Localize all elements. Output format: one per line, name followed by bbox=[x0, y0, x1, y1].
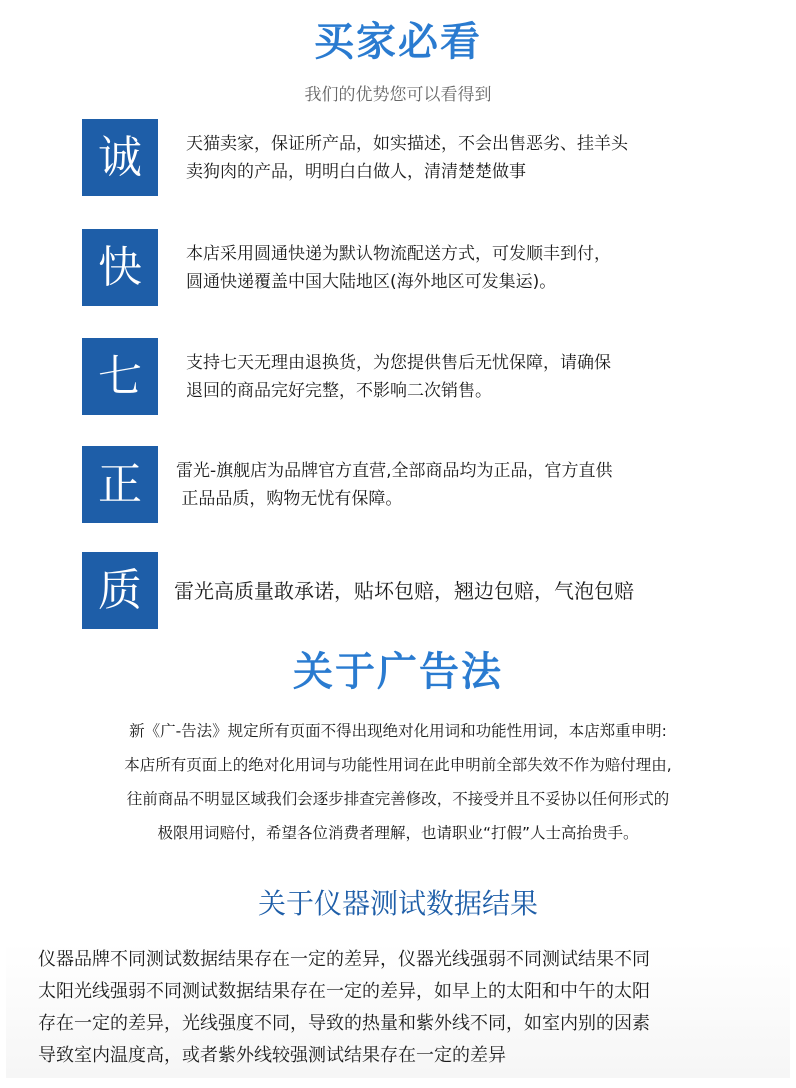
ad-law-title: 关于广告法 bbox=[293, 649, 503, 695]
feature-quality bbox=[82, 552, 762, 629]
feature-line: 卖狗肉的产品，明明白白做人，清清楚楚做事 bbox=[186, 161, 526, 182]
feature-badge: 七 bbox=[82, 338, 158, 415]
feature-line: 天猫卖家，保证所产品，如实描述，不会出售恶劣、挂羊头 bbox=[186, 133, 628, 154]
feature-line: 圆通快递覆盖中国大陆地区(海外地区可发集运)。 bbox=[186, 271, 557, 292]
page-subtitle: 我们的优势您可以看得到 bbox=[304, 85, 492, 105]
test-results-title: 关于仪器测试数据结果 bbox=[257, 887, 538, 920]
feature-description bbox=[186, 119, 776, 196]
feature-line: 退回的商品完好完整，不影响二次销售。 bbox=[186, 380, 492, 401]
feature-description bbox=[176, 446, 766, 523]
feature-line: 本店采用圆通快递为默认物流配送方式，可发顺丰到付， bbox=[186, 243, 611, 264]
feature-badge: 质 bbox=[82, 552, 158, 629]
feature-badge: 诚 bbox=[82, 119, 158, 196]
feature-line: 雷光高质量敢承诺，贴坏包赔，翘边包赔，气泡包赔 bbox=[174, 578, 634, 603]
feature-description bbox=[186, 229, 776, 306]
test-results-line: 存在一定的差异，光线强度不同，导致的热量和紫外线不同，如室内别的因素 bbox=[38, 1013, 650, 1034]
feature-badge: 快 bbox=[82, 229, 158, 306]
feature-genuine bbox=[82, 446, 762, 523]
ad-law-line: 往前商品不明显区域我们会逐步排查完善修改，不接受并且不妥协以任何形式的 bbox=[126, 790, 670, 808]
feature-badge: 正 bbox=[82, 446, 158, 523]
ad-law-line: 极限用词赔付，希望各位消费者理解，也请职业“打假”人士高抬贵手。 bbox=[157, 824, 639, 842]
feature-line: 支持七天无理由退换货，为您提供售后无忧保障，请确保 bbox=[186, 352, 611, 373]
ad-law-line: 本店所有页面上的绝对化用词与功能性用词在此申明前全部失效不作为赔付理由, bbox=[124, 756, 672, 774]
test-results-statement bbox=[38, 944, 778, 1072]
feature-seven-day bbox=[82, 338, 762, 415]
test-results-line: 仪器品牌不同测试数据结果存在一定的差异，仪器光线强弱不同测试结果不同 bbox=[38, 949, 650, 970]
test-results-line: 导致室内温度高，或者紫外线较强测试结果存在一定的差异 bbox=[38, 1045, 506, 1066]
feature-honesty bbox=[82, 119, 762, 196]
page-title: 买家必看 bbox=[314, 19, 482, 65]
feature-line: 正品品质，购物无忧有保障。 bbox=[176, 488, 403, 509]
feature-fast bbox=[82, 229, 762, 306]
ad-law-statement bbox=[20, 714, 776, 850]
feature-line: 雷光-旗舰店为品牌官方直营,全部商品均为正品，官方直供 bbox=[176, 460, 613, 481]
feature-description bbox=[186, 338, 776, 415]
ad-law-line: 新《广-告法》规定所有页面不得出现绝对化用词和功能性用词，本店郑重申明: bbox=[129, 722, 667, 740]
feature-description bbox=[174, 552, 764, 629]
test-results-line: 太阳光线强弱不同测试数据结果存在一定的差异，如早上的太阳和中午的太阳 bbox=[38, 981, 650, 1002]
